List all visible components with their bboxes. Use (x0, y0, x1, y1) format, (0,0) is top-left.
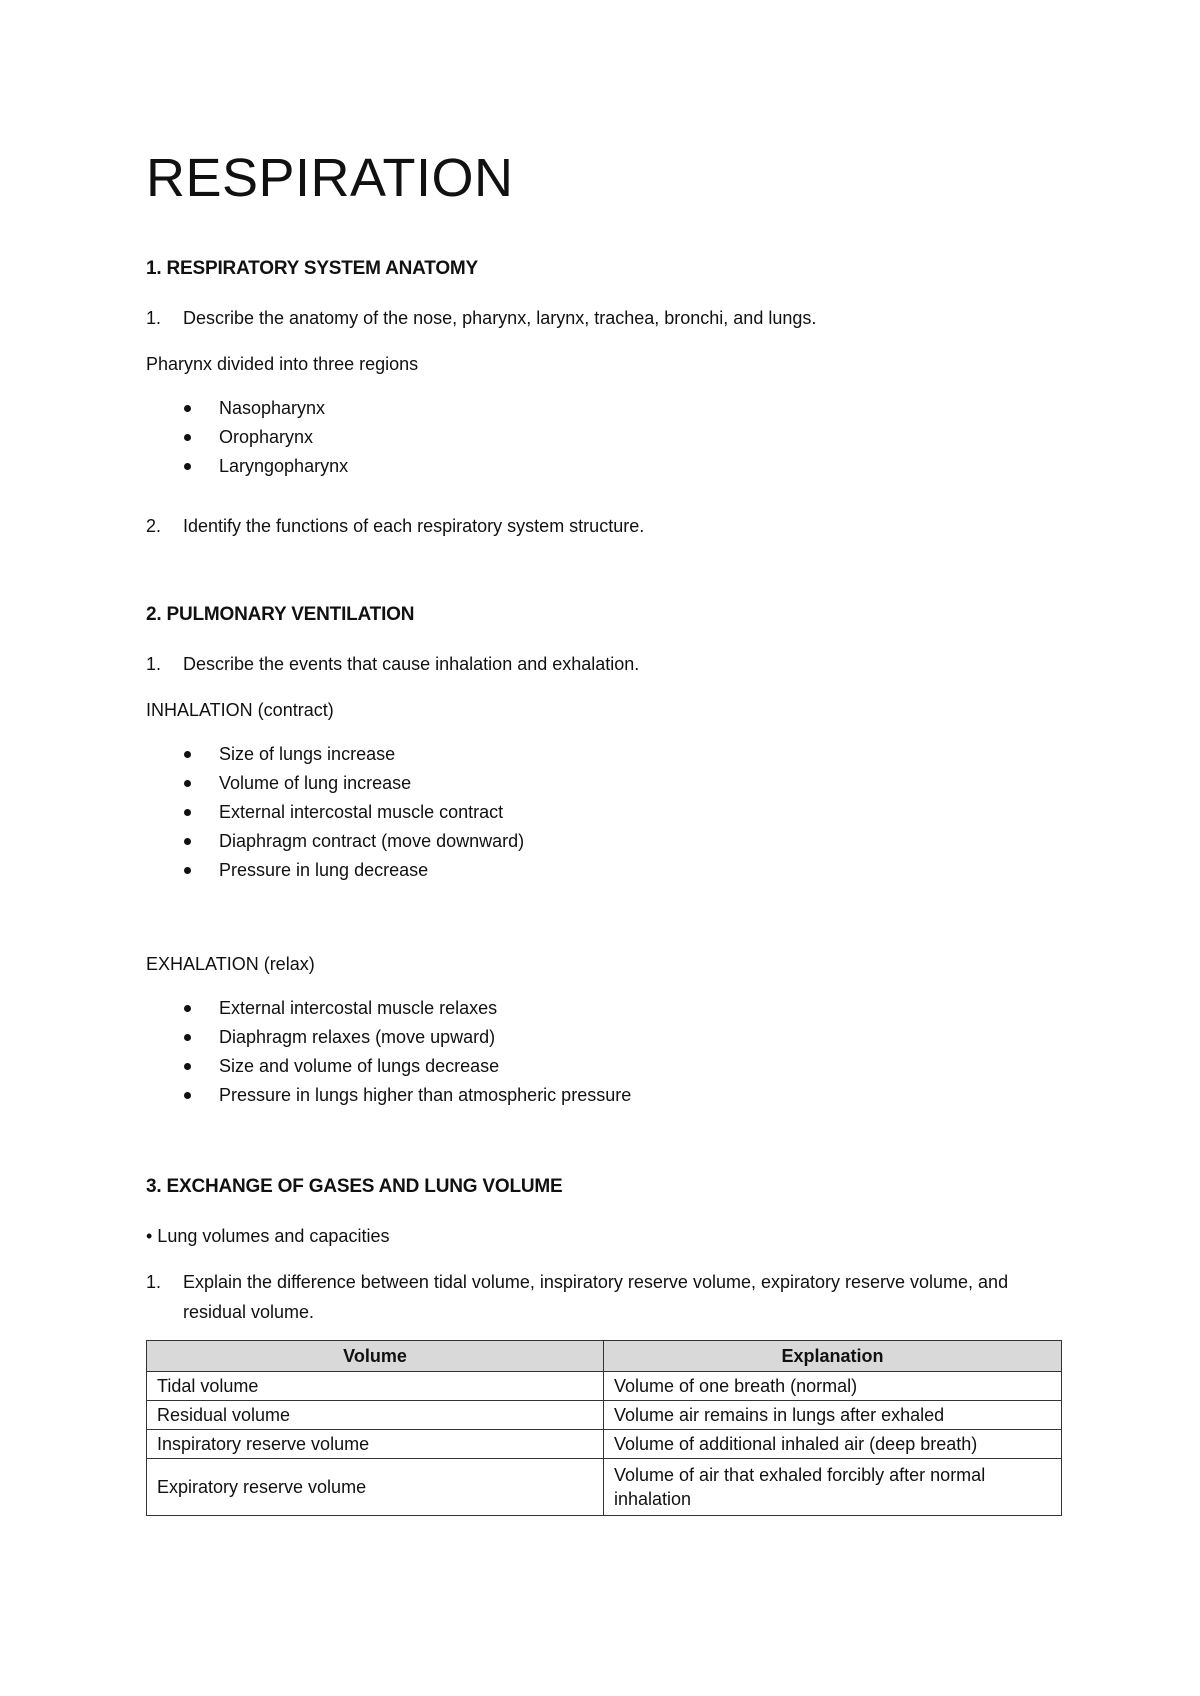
question-text: Describe the anatomy of the nose, pharynx, larynx, trachea, bronchi, and lungs. (183, 308, 817, 328)
document-page (146, 0, 1066, 1696)
list-item: Size of lungs increase (146, 740, 524, 769)
list-item: Pressure in lungs higher than atmospheric pressure (146, 1081, 631, 1110)
table-cell: Volume of one breath (normal) (604, 1372, 1062, 1401)
lung-volume-table (146, 1340, 1062, 1516)
pharynx-regions-list (146, 394, 348, 481)
table-cell: Expiratory reserve volume (147, 1459, 604, 1516)
question-text: Identify the functions of each respiratory system structure. (183, 516, 645, 536)
question-number: 1. (146, 308, 162, 328)
table-cell: Volume of air that exhaled forcibly after normal inhalation (604, 1459, 1062, 1516)
table-header-row (147, 1341, 1062, 1372)
question-number: 1. (146, 1272, 162, 1292)
question-text: Explain the difference between tidal volume, inspiratory reserve volume, expiratory reserve volume, and residual volume. (183, 1272, 1009, 1322)
bullet-icon (184, 1005, 191, 1012)
pharynx-intro: Pharynx divided into three regions (146, 354, 419, 374)
section-heading-gas-exchange: 3. EXCHANGE OF GASES AND LUNG VOLUME (146, 1176, 563, 1197)
list-item: External intercostal muscle contract (146, 798, 524, 827)
table-cell: Volume of additional inhaled air (deep breath) (604, 1430, 1062, 1459)
column-header-explanation: Explanation (604, 1341, 1062, 1372)
list-item: Volume of lung increase (146, 769, 524, 798)
list-item: Diaphragm contract (move downward) (146, 827, 524, 856)
bullet-icon (184, 838, 191, 845)
table-cell: Tidal volume (147, 1372, 604, 1401)
bullet-icon (184, 751, 191, 758)
bullet-icon (184, 434, 191, 441)
bullet-icon (184, 780, 191, 787)
question-number: 1. (146, 654, 162, 674)
list-item: External intercostal muscle relaxes (146, 994, 631, 1023)
bullet-icon (184, 463, 191, 470)
exhalation-list (146, 994, 631, 1110)
page-title: RESPIRATION (146, 148, 514, 208)
section-heading-ventilation: 2. PULMONARY VENTILATION (146, 604, 415, 625)
inhalation-list (146, 740, 524, 885)
list-item: Oropharynx (146, 423, 348, 452)
bullet-icon (184, 867, 191, 874)
table-cell: Volume air remains in lungs after exhaled (604, 1401, 1062, 1430)
column-header-volume: Volume (147, 1341, 604, 1372)
bullet-icon (184, 1092, 191, 1099)
list-item: Pressure in lung decrease (146, 856, 524, 885)
list-item: Nasopharynx (146, 394, 348, 423)
table-row (147, 1459, 1062, 1516)
list-item: Diaphragm relaxes (move upward) (146, 1023, 631, 1052)
table-row (147, 1401, 1062, 1430)
bullet-icon (184, 1034, 191, 1041)
bullet-icon (184, 809, 191, 816)
table-row (147, 1372, 1062, 1401)
bullet-icon (184, 405, 191, 412)
section-heading-anatomy: 1. RESPIRATORY SYSTEM ANATOMY (146, 258, 479, 279)
list-item: Laryngopharynx (146, 452, 348, 481)
table-row (147, 1430, 1062, 1459)
inhalation-label: INHALATION (contract) (146, 700, 334, 720)
question-number: 2. (146, 516, 162, 536)
exhalation-label: EXHALATION (relax) (146, 954, 315, 974)
table-cell: Inspiratory reserve volume (147, 1430, 604, 1459)
table-cell: Residual volume (147, 1401, 604, 1430)
list-item: Size and volume of lungs decrease (146, 1052, 631, 1081)
bullet-icon (184, 1063, 191, 1070)
lung-volumes-line: • Lung volumes and capacities (146, 1226, 390, 1246)
question-text: Describe the events that cause inhalation and exhalation. (183, 654, 640, 674)
